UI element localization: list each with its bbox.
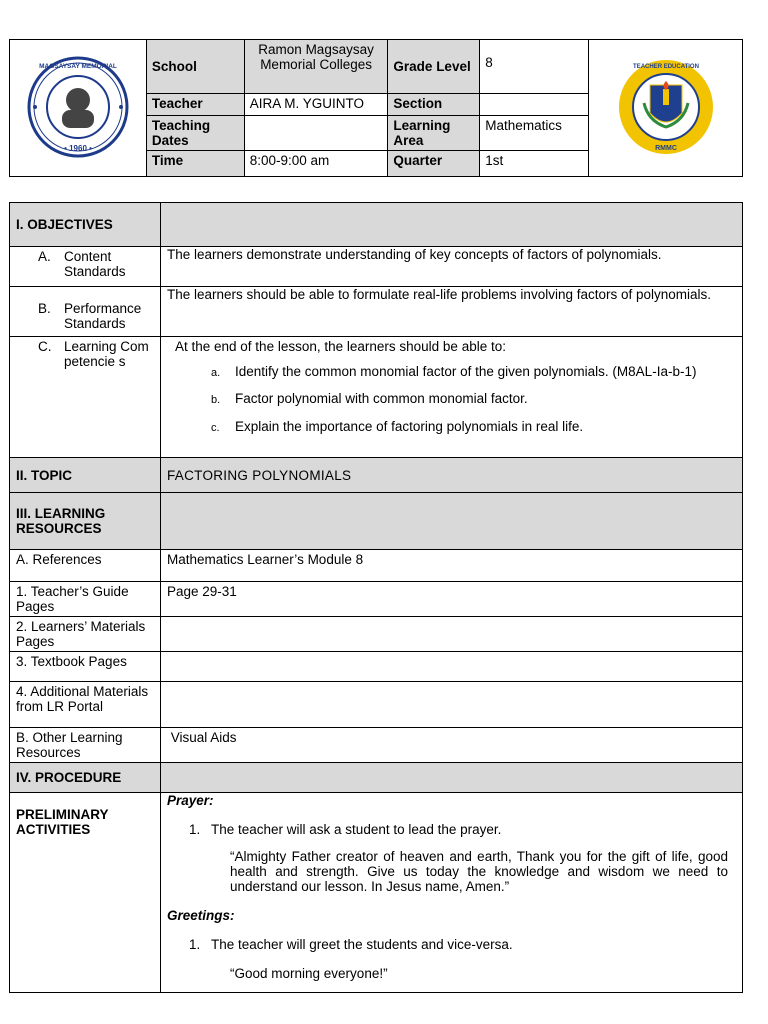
college-of-teacher-education-seal-icon xyxy=(610,55,722,159)
content-standards-text: The learners demonstrate understanding of key concepts of factors of polynomials. xyxy=(161,247,743,287)
additional-materials-value xyxy=(161,682,743,728)
svg-text:TEACHER EDUCATION: TEACHER EDUCATION xyxy=(632,63,699,70)
competency-item: c. Explain the importance of factoring polynomials in real life. xyxy=(211,419,584,434)
greetings-step: 1. The teacher will greet the students and vice-versa. xyxy=(189,937,513,952)
content-standards-label: A. Content Standards xyxy=(10,247,161,287)
topic-value: FACTORING POLYNOMIALS xyxy=(161,458,743,493)
section-value xyxy=(480,94,589,116)
section-label: Section xyxy=(388,94,480,116)
competency-item: b. Factor polynomial with common monomial factor. xyxy=(211,391,528,406)
teachers-guide-value: Page 29-31 xyxy=(161,582,743,617)
svg-text:RMMC: RMMC xyxy=(654,144,677,152)
learning-resources-heading: III. LEARNING RESOURCES xyxy=(10,493,161,550)
topic-heading: II. TOPIC xyxy=(10,458,161,493)
greetings-quote: “Good morning everyone!” xyxy=(230,966,388,981)
learning-competencies-content xyxy=(161,337,743,458)
quarter-label: Quarter xyxy=(388,151,480,177)
procedure-heading: IV. PROCEDURE xyxy=(10,763,161,793)
lesson-plan-table xyxy=(9,202,743,993)
preliminary-activities-content xyxy=(161,793,743,993)
school-logo xyxy=(10,40,147,177)
teacher-value: AIRA M. YGUINTO xyxy=(244,94,388,116)
performance-standards-text: The learners should be able to formulate real-life problems involving factors of polynomials. xyxy=(161,287,743,337)
textbook-pages-value xyxy=(161,652,743,682)
teachers-guide-label: 1. Teacher’s Guide Pages xyxy=(10,582,161,617)
references-label: A. References xyxy=(10,550,161,582)
teacher-label: Teacher xyxy=(146,94,244,116)
other-resources-label: B. Other Learning Resources xyxy=(10,728,161,763)
objectives-heading: I. OBJECTIVES xyxy=(10,203,161,247)
teaching-dates-value xyxy=(244,116,388,151)
performance-standards-label: B. Performance Standards xyxy=(10,287,161,337)
prayer-heading: Prayer: xyxy=(167,793,214,808)
learners-materials-value xyxy=(161,617,743,652)
quarter-value: 1st xyxy=(480,151,589,177)
school-value: Ramon Magsaysay Memorial Colleges xyxy=(244,40,388,94)
prayer-step: 1. The teacher will ask a student to lead the prayer. xyxy=(189,822,502,837)
learning-area-value: Mathematics xyxy=(480,116,589,151)
other-resources-value: Visual Aids xyxy=(161,728,743,763)
time-value: 8:00-9:00 am xyxy=(244,151,388,177)
college-logo xyxy=(589,40,743,177)
greetings-heading: Greetings: xyxy=(167,908,235,923)
grade-level-label: Grade Level xyxy=(388,40,480,94)
preliminary-activities-label: PRELIMINARY ACTIVITIES xyxy=(10,793,161,993)
learning-area-label: Learning Area xyxy=(388,116,480,151)
competency-item: a. Identify the common monomial factor of the given polynomials. (M8AL-Ia-b-1) xyxy=(211,364,697,379)
references-value: Mathematics Learner’s Module 8 xyxy=(161,550,743,582)
additional-materials-label: 4. Additional Materials from LR Portal xyxy=(10,682,161,728)
grade-level-value: 8 xyxy=(480,40,589,94)
teaching-dates-label: Teaching Dates xyxy=(146,116,244,151)
competencies-intro: At the end of the lesson, the learners should be able to: xyxy=(175,339,506,354)
svg-text:• 1960 •: • 1960 • xyxy=(64,143,92,153)
learning-competencies-label: C. Learning Competencie s xyxy=(10,337,161,458)
textbook-pages-label: 3. Textbook Pages xyxy=(10,652,161,682)
header-table xyxy=(9,39,743,177)
rmmc-seal-icon xyxy=(19,55,137,159)
time-label: Time xyxy=(146,151,244,177)
svg-text:MAGSAYSAY MEMORIAL: MAGSAYSAY MEMORIAL xyxy=(39,62,117,70)
school-label: School xyxy=(146,40,244,94)
prayer-quote: “Almighty Father creator of heaven and earth, Thank you for the gift of life, good health and strength. Give us today the knowledge and wisdom we need to understand our lesson. In Jesus name, Amen.” xyxy=(230,849,728,894)
learners-materials-label: 2. Learners’ Materials Pages xyxy=(10,617,161,652)
